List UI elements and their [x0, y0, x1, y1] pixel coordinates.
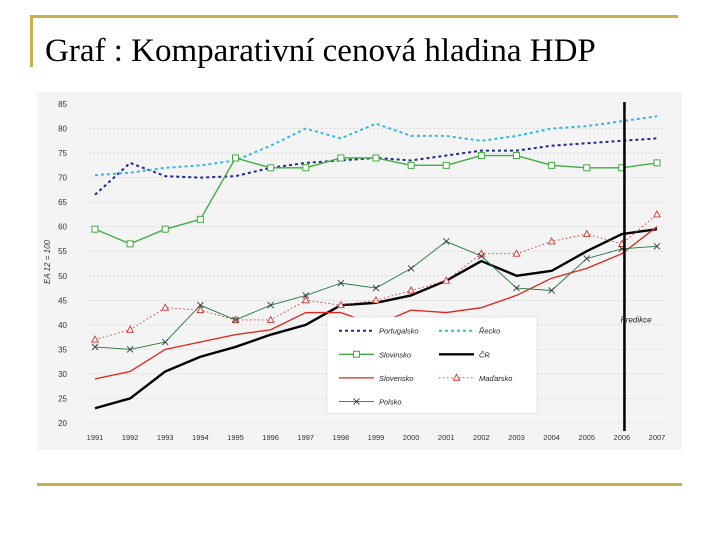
- data-point: [373, 155, 379, 161]
- x-tick-label: 2004: [543, 433, 560, 442]
- data-point: [408, 265, 414, 271]
- data-point: [354, 351, 360, 357]
- data-point: [268, 302, 274, 308]
- legend-label: Portugalsko: [379, 326, 419, 336]
- legend-label: Slovinsko: [379, 350, 412, 360]
- data-point: [197, 216, 203, 222]
- data-point: [267, 316, 273, 322]
- x-tick-labels: [87, 433, 666, 442]
- y-tick-labels: [58, 100, 67, 428]
- data-point: [268, 165, 274, 171]
- legend-label: ČR: [479, 350, 490, 360]
- data-point: [127, 326, 133, 332]
- accent-vertical-line: [30, 15, 33, 67]
- legend-label: Řecko: [479, 326, 501, 336]
- x-tick-label: 2007: [648, 433, 666, 442]
- y-tick-label: 80: [58, 124, 67, 134]
- x-tick-label: 1995: [227, 433, 244, 442]
- slide-title: Graf : Komparativní cenová hladina HDP: [45, 33, 596, 69]
- x-tick-label: 1994: [192, 433, 209, 442]
- data-point: [92, 336, 98, 342]
- data-point: [92, 226, 98, 232]
- data-point: [408, 287, 414, 293]
- data-point: [478, 153, 484, 159]
- data-point: [654, 211, 660, 217]
- x-tick-label: 1991: [86, 433, 104, 442]
- x-tick-label: 1998: [332, 433, 350, 442]
- data-point: [584, 256, 590, 262]
- predikce-marker: [620, 102, 652, 431]
- y-tick-label: 65: [58, 198, 67, 208]
- x-tick-label: 1992: [121, 433, 139, 442]
- y-tick-label: 55: [58, 247, 67, 257]
- data-point: [162, 226, 168, 232]
- chart-area: [37, 92, 682, 450]
- x-tick-label: 1999: [367, 433, 385, 442]
- predikce-label: Predikce: [620, 315, 652, 325]
- data-point: [654, 160, 660, 166]
- data-point: [338, 155, 344, 161]
- y-tick-label: 85: [58, 100, 67, 109]
- x-tick-label: 2000: [402, 433, 420, 442]
- y-tick-label: 20: [58, 419, 67, 428]
- data-point: [127, 241, 133, 247]
- data-point: [584, 165, 590, 171]
- data-point: [548, 238, 554, 244]
- x-tick-label: 2006: [613, 433, 631, 442]
- accent-top-line: [30, 15, 678, 18]
- data-point: [514, 153, 520, 159]
- y-tick-label: 30: [58, 369, 67, 379]
- data-point: [408, 162, 414, 168]
- data-point: [233, 155, 239, 161]
- data-point: [478, 250, 484, 256]
- legend: [327, 317, 537, 413]
- data-point: [549, 162, 555, 168]
- legend-label: Polsko: [379, 397, 402, 407]
- y-axis-label: EA 12 = 100: [43, 240, 52, 284]
- data-point: [443, 162, 449, 168]
- accent-bottom-line: [37, 483, 682, 486]
- series-line: [95, 156, 657, 244]
- y-tick-label: 35: [58, 345, 67, 355]
- y-tick-label: 50: [58, 271, 67, 281]
- y-tick-label: 45: [58, 296, 67, 306]
- legend-label: Slovensko: [379, 373, 414, 383]
- x-tick-label: 1996: [262, 433, 279, 442]
- y-tick-label: 75: [58, 149, 67, 159]
- legend-label: Maďarsko: [479, 373, 513, 383]
- y-tick-label: 25: [58, 394, 67, 404]
- data-point: [373, 297, 379, 303]
- line-chart: [37, 92, 682, 450]
- x-tick-label: 2001: [437, 433, 455, 442]
- data-point: [443, 238, 449, 244]
- data-point: [303, 165, 309, 171]
- x-tick-label: 2005: [578, 433, 596, 442]
- y-tick-label: 70: [58, 173, 67, 183]
- data-point: [584, 231, 590, 237]
- x-tick-label: 2003: [508, 433, 525, 442]
- y-tick-label: 40: [58, 320, 67, 330]
- data-point: [162, 304, 168, 310]
- x-tick-label: 1993: [156, 433, 174, 442]
- x-tick-label: 1997: [297, 433, 315, 442]
- y-tick-label: 60: [58, 222, 67, 232]
- x-tick-label: 2002: [473, 433, 490, 442]
